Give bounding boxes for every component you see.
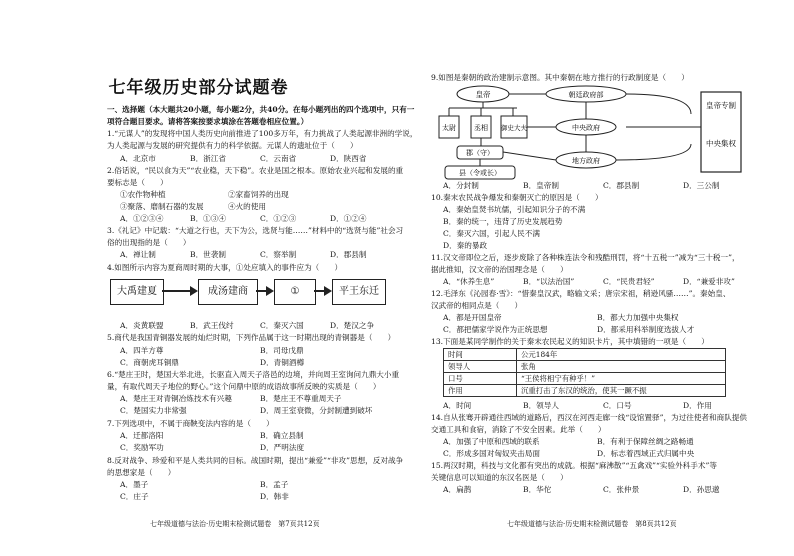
q3-option-d: D．郡县制 [330,250,367,259]
q6-option-c: C．楚国实力非常强 [120,406,187,415]
flow-arrow-2 [256,290,266,292]
flow-box-zhou: 平王东迁 [332,279,386,305]
question-10: 10.秦末农民战争爆发和秦朝灭亡的原因是（ ） [431,193,603,202]
flow-arrowhead-2 [266,286,274,296]
side-label-bottom: 中央集权 [706,139,736,148]
question-6-line2: 量，有取代周天子地位的野心。”这个问鼎中原的成语故事所反映的实质是（ ） [107,382,381,391]
question-4: 4.如图所示内容为夏商周时期的大事，①处应填入的事件应为（ ） [107,263,343,272]
question-3: 3.《礼记》中记载：“大道之行也，天下为公，选贤与能……”材料中的“选贤与能”社会习 [107,226,404,235]
q6-option-b: B．楚庄王不尊重周天子 [260,394,342,403]
question-7: 7.下列选项中，不属于商鞅变法内容的是（ ） [107,419,274,428]
q9-option-d: D．三公制 [683,181,720,190]
q2-item-3: ③聚落、磨制石器的发展 [120,202,204,211]
q14-option-a: A．加强了中原和西域的联系 [443,437,540,446]
q9-option-a: A．分封制 [443,181,479,190]
xian-label: 县（令或长） [459,169,501,177]
q15-option-c: C．张仲景 [603,485,640,494]
yushi-label: 御史大夫 [501,124,527,132]
q10-option-c: C．秦灭六国，引起人民不满 [443,229,540,238]
q4-option-c: C．秦灭六国 [260,321,304,330]
q14-option-b: B．有利于保障丝绸之路畅通 [597,437,694,446]
question-1: 1.“元谋人”的发现将中国人类历史向前推进了100多万年，有力挑战了人类起源非洲的学说， [107,129,418,138]
q2-option-c: C．①②③ [260,214,297,223]
q14-option-d: D．标志着西域正式归属中央 [597,449,695,458]
q1-option-a: A．北京市 [120,154,156,163]
page-footer-right: 七年级道德与法治·历史期末检测试题卷 第8页共12页 [507,520,677,528]
jun-label: 郡（守） [466,149,494,157]
q2-item-4: ④火的使用 [228,202,266,211]
q14-option-c: C．形成多国对匈奴夹击局面 [443,449,540,458]
q8-option-a: A．墨子 [120,480,149,489]
q11-option-a: A．“休养生息” [443,277,495,286]
q1-option-d: D．陕西省 [330,154,367,163]
q10-option-d: D．秦的暴政 [443,241,488,250]
question-12: 12.毛泽东《沁园春·雪》：“惜秦皇汉武，略输文采；唐宗宋祖，稍逊风骚……”。秦始皇、 [431,289,731,298]
question-1-line2: 为人类起源与发展的研究提供有力的科学依据。元谋人的遗址位于（ ） [107,141,358,150]
q15-option-d: D．孙思邈 [683,485,720,494]
question-15-line2: 关键信息可以知道的东汉名医是（ ） [431,473,568,482]
table-cell: 领导人 [444,361,517,373]
question-14-line2: 交通工具和食宿，消除了不安全因素。此举（ ） [431,425,606,434]
question-6: 6.“楚庄王时，楚国大举北进，长驱直入周天子洛邑的边境，并向周王室询问九鼎大小重 [107,370,400,379]
emperor-label: 皇帝 [475,90,491,99]
q4-option-a: A．炎黄联盟 [120,321,164,330]
taiwei-label: 太尉 [442,124,456,132]
q8-option-c: C．庄子 [120,492,149,501]
page-footer-left: 七年级道德与法治·历史期末检测试题卷 第7页共12页 [150,520,320,528]
q1-option-b: B．浙江省 [190,154,226,163]
q7-option-d: D．严明法度 [260,443,305,452]
q13-option-a: A．时间 [443,401,472,410]
flow-arrow-3 [314,290,324,292]
q4-option-d: D．楚汉之争 [330,321,375,330]
question-8-line2: 的思想家是（ ） [107,468,176,477]
q2-item-1: ①农作物种植 [120,190,166,199]
flow-arrowhead-1 [190,286,198,296]
question-8: 8.反对战争、珍爱和平是人类共同的目标。战国时期，提出“兼爱”“非攻”思想，反对战争 [107,456,404,465]
flow-arrow-1 [162,290,190,292]
q11-option-c: C．“民贵君轻” [603,277,655,286]
q12-option-d: D．都采用科举制度选拔人才 [597,325,695,334]
flow-box-xia: 大禹建夏 [110,279,164,305]
table-cell: “王侯将相宁有种乎！” [517,373,726,385]
question-12-line2: 汉武帝的相同点是（ ） [431,301,523,310]
question-3-line2: 俗的出现指的是（ ） [107,238,191,247]
q10-option-b: B．秦的统一，违背了历史发展趋势 [443,217,563,226]
q12-option-b: B．都大力加强中央集权 [597,313,679,322]
q11-option-b: B．“以法治国” [523,277,575,286]
question-2-line2: 要标志是（ ） [107,178,168,187]
q3-option-a: A．禅让制 [120,250,156,259]
exam-title: 七年级历史部分试题卷 [108,78,289,98]
knowledge-card-table [443,348,726,397]
table-cell: 时间 [444,349,517,361]
q2-option-b: B．①③④ [190,214,226,223]
q12-option-a: A．都是开国皇帝 [443,313,502,322]
table-cell: 沉重打击了东汉的统治，使其一蹶不振 [517,385,726,397]
flow-box-shang: 成汤建商 [198,279,258,305]
section1-instructions: 一、选择题（本大题共20小题，每小题2分，共40分。在每小题列出的四个选项中，只有一 [107,105,415,114]
q2-item-2: ②家畜饲养的出现 [228,190,289,199]
q8-option-b: B．孟子 [260,480,289,489]
question-14: 14.自从张骞开辟通往西域的道路后，西汉在河西走廊一线“设馆置驿”，为过往使者和商队提供 [431,413,747,422]
q2-option-a: A．①②③④ [120,214,164,223]
right-page [397,0,794,556]
q6-option-a: A．楚庄王对青铜冶炼技术有兴趣 [120,394,232,403]
q7-option-b: B．确立县制 [260,431,304,440]
question-5: 5.商代是我国青铜器发展的灿烂时期，下列作品属于这一时期出现的青铜器是（ ） [107,333,396,342]
chengxiang-label: 丞相 [474,124,488,132]
q4-option-b: B．武王伐纣 [190,321,234,330]
flow-box-blank: ① [274,279,316,305]
table-cell: 张角 [517,361,726,373]
question-15: 15.两汉时期，科技与文化都有突出的成就。根据“麻沸散”“五禽戏”“实验外科手术”等 [431,461,717,470]
table-cell: 公元184年 [517,349,726,361]
table-cell: 作用 [444,385,517,397]
question-13: 13.下面是某同学制作的关于秦末农民起义的知识卡片，其中填错的一项是（ ） [431,337,709,346]
central-gov-label: 中央政府 [572,124,600,132]
table-row [444,361,726,373]
q1-option-c: C．云南省 [260,154,297,163]
question-9: 9.如图是秦朝的政治建制示意图。其中秦朝在地方推行的行政制度是（ ） [431,73,689,82]
table-cell: 口号 [444,373,517,385]
q5-option-a: A．四羊方尊 [120,346,164,355]
question-11-line2: 据此推知，汉文帝的治国理念是（ ） [431,265,568,274]
q3-option-c: C．察举制 [260,250,297,259]
q3-option-b: B．世袭制 [190,250,226,259]
q2-option-d: D．①②④ [330,214,367,223]
q9-option-b: B．皇帝制 [523,181,559,190]
q13-option-b: B．领导人 [523,401,559,410]
flow-arrowhead-3 [324,286,332,296]
side-label-top: 皇帝专制 [706,101,736,110]
q15-option-a: A．扁鹊 [443,485,472,494]
table-row [444,385,726,397]
table-row [444,373,726,385]
q7-option-c: C．奖励军功 [120,443,164,452]
q13-option-c: C．口号 [603,401,632,410]
q10-option-a: A．秦始皇焚书坑儒，引起知识分子的不满 [443,205,586,214]
q13-option-d: D．作用 [683,401,712,410]
q11-option-d: D．“兼爱非攻” [683,277,735,286]
section1-instructions-2: 项符合题目要求。请将答案按要求填涂在答题卷相应位置。） [107,117,309,126]
q12-option-c: C．都把儒家学说作为正统思想 [443,325,548,334]
q15-option-b: B．华佗 [523,485,552,494]
q6-option-d: D．周王室衰微，分封制遭到破坏 [260,406,373,415]
question-11: 11.汉文帝即位之后，逐步废除了各种株连法令和残酷刑罚，将“十五税一”减为“三十税一”， [431,253,740,262]
q5-option-d: D．青铜酒樽 [260,358,305,367]
central-admin-label: 朝廷政府部 [568,91,604,99]
q7-option-a: A．迁都洛阳 [120,431,164,440]
local-gov-label: 地方政府 [572,157,600,165]
q8-option-d: D．韩非 [260,492,289,501]
q5-option-b: B．司母戊鼎 [260,346,304,355]
question-2: 2.俗话说，“民以食为天”“农业稳，天下稳”。农业是国之根本。原始农业兴起和发展的重 [107,166,404,175]
q9-option-c: C．郡县制 [603,181,640,190]
q5-option-c: C．商朝虎耳铜鼎 [120,358,179,367]
table-row [444,349,726,361]
qin-structure-diagram [431,84,771,184]
